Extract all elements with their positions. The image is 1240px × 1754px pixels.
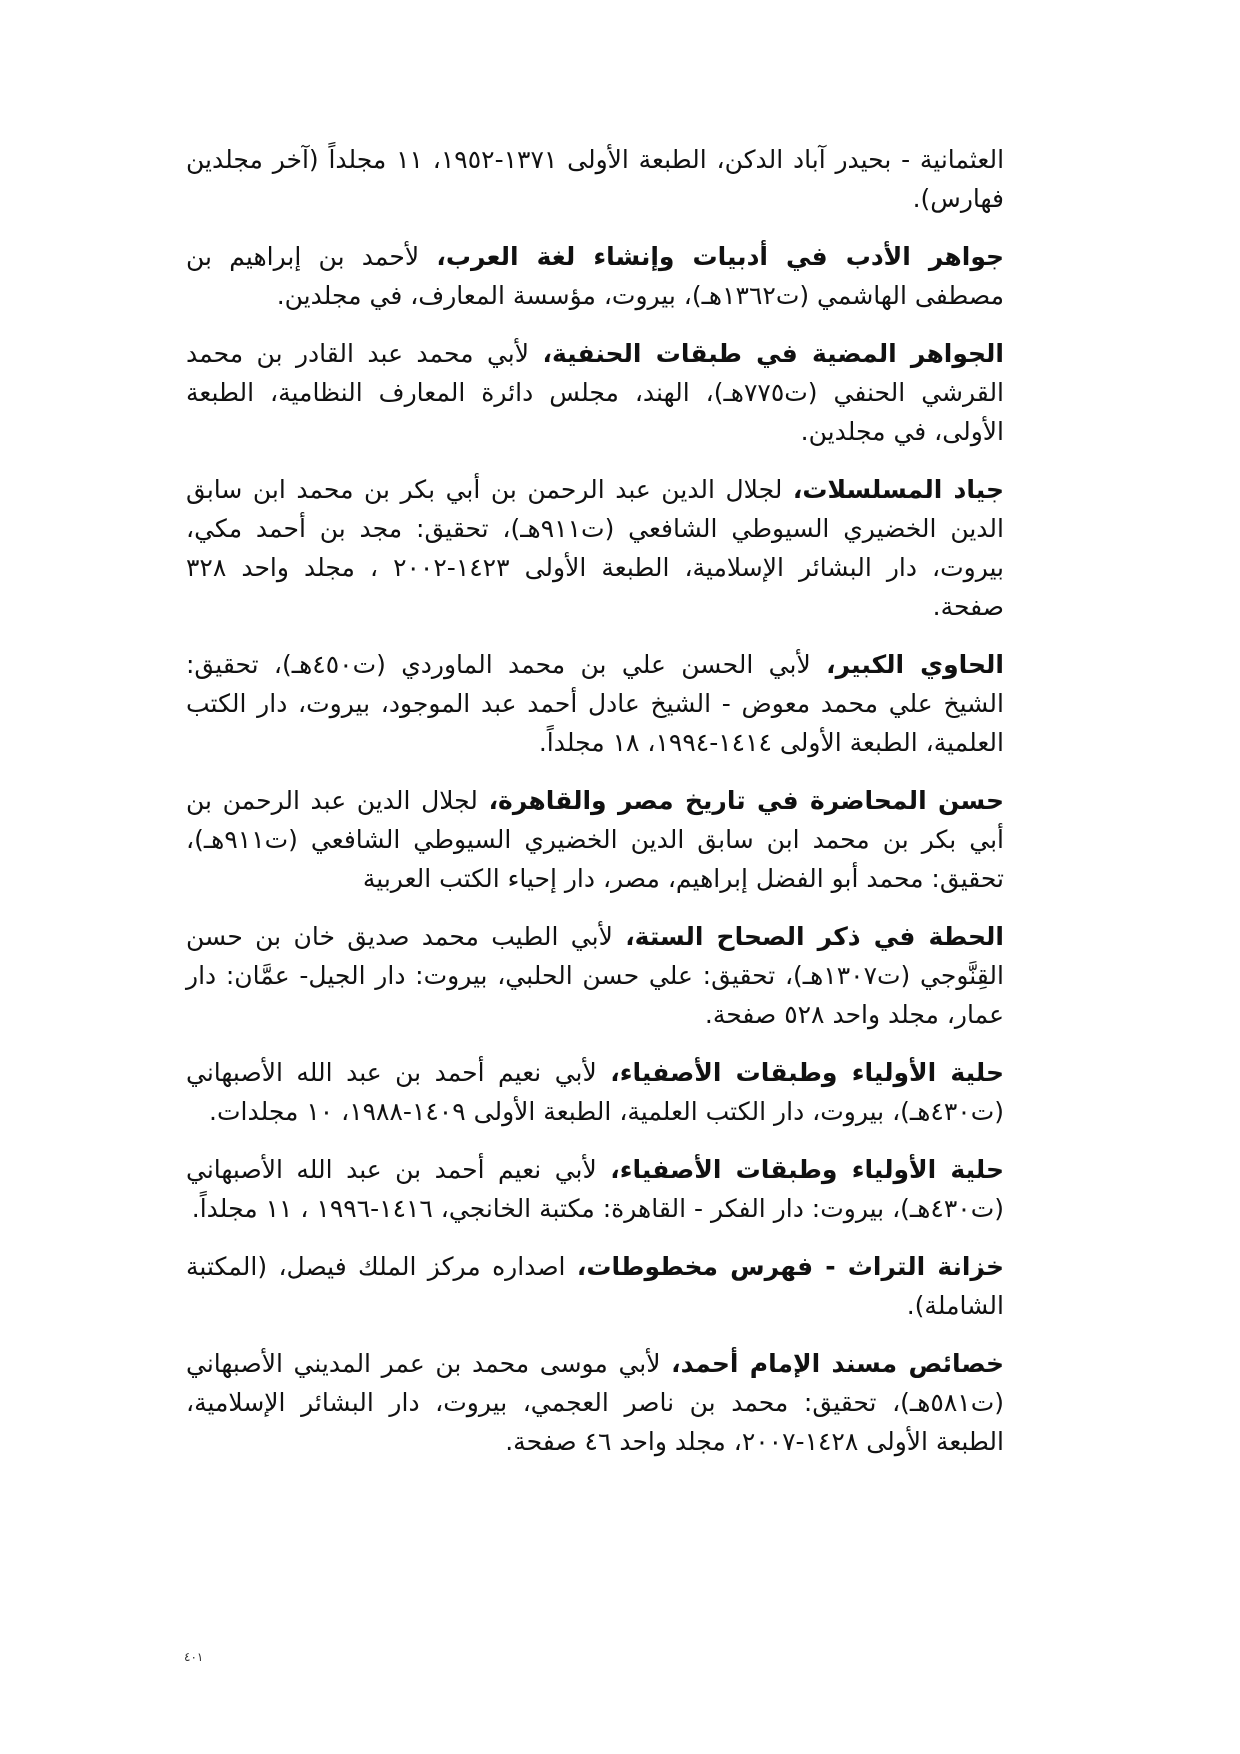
entry-text: لأبي الحسن علي بن محمد الماوردي (ت٤٥٠هـ)، تحقيق: الشيخ علي محمد معوض - الشيخ عادل أحمد عبد الموجود، بيروت، دار الكتب العلمية، الطبعة الأولى ١٤١٤-١٩٩٤، ١٨ مجلداً. [186,650,1004,757]
entry-title: خصائص مسند الإمام أحمد، [671,1349,1005,1378]
entry-title: الحطة في ذكر الصحاح الستة، [625,922,1004,951]
bibliography-entry [186,237,1004,315]
page-number: ٤٠١ [184,1650,204,1664]
entry-title: الحاوي الكبير، [826,650,1004,679]
bibliography-entry [186,917,1004,1034]
entry-title: حسن المحاضرة في تاريخ مصر والقاهرة، [488,786,1004,815]
entry-text: اصداره مركز الملك فيصل، (المكتبة الشاملة). [186,1252,1004,1320]
bibliography-entry [186,1344,1004,1461]
entry-title: خزانة التراث - فهرس مخطوطات، [576,1252,1004,1281]
entry-title: الجواهر المضية في طبقات الحنفية، [542,339,1004,368]
bibliography-entry [186,470,1004,626]
entry-text: لأحمد بن إبراهيم بن مصطفى الهاشمي (ت١٣٦٢هـ)، بيروت، مؤسسة المعارف، في مجلدين. [186,242,1004,310]
entry-title: حلية الأولياء وطبقات الأصفياء، [610,1155,1005,1184]
bibliography-entry [186,1247,1004,1325]
entry-text: لأبي موسى محمد بن عمر المديني الأصبهاني (ت٥٨١هـ)، تحقيق: محمد بن ناصر العجمي، بيروت، دار البشائر الإسلامية، الطبعة الأولى ١٤٢٨-٢٠٠٧، مجلد واحد ٤٦ صفحة. [186,1349,1004,1456]
entry-title: جواهر الأدب في أدبيات وإنشاء لغة العرب، [436,242,1005,271]
entry-text: لأبي نعيم أحمد بن عبد الله الأصبهاني (ت٤٣٠هـ)، بيروت، دار الكتب العلمية، الطبعة الأولى ١٤٠٩-١٩٨٨، ١٠ مجلدات. [186,1058,1004,1126]
bibliography-entry [186,334,1004,451]
bibliography-entry [186,1150,1004,1228]
entry-text: لجلال الدين عبد الرحمن بن أبي بكر بن محمد ابن سابق الدين الخضيري السيوطي الشافعي (ت٩١١هـ)، تحقيق: محمد أبو الفضل إبراهيم، مصر، دار إحياء الكتب العربية [186,786,1004,893]
entry-text: لأبي الطيب محمد صديق خان بن حسن القِنَّوجي (ت١٣٠٧هـ)، تحقيق: علي حسن الحلبي، بيروت: دار الجيل- عمَّان: دار عمار، مجلد واحد ٥٢٨ صفحة. [186,922,1004,1029]
entry-text: لأبي محمد عبد القادر بن محمد القرشي الحنفي (ت٧٧٥هـ)، الهند، مجلس دائرة المعارف النظامية، الطبعة الأولى، في مجلدين. [186,339,1005,446]
bibliography-entry [186,1053,1004,1131]
bibliography-entry [186,781,1004,898]
bibliography-entry [186,645,1004,762]
entry-text: لأبي نعيم أحمد بن عبد الله الأصبهاني (ت٤٣٠هـ)، بيروت: دار الفكر - القاهرة: مكتبة الخانجي، ١٤١٦-١٩٩٦ ، ١١ مجلداً. [186,1155,1004,1223]
bibliography-entry-continued [186,140,1004,218]
entry-title: جياد المسلسلات، [792,475,1004,504]
entry-title: حلية الأولياء وطبقات الأصفياء، [610,1058,1005,1087]
entry-text: لجلال الدين عبد الرحمن بن أبي بكر بن محمد ابن سابق الدين الخضيري السيوطي الشافعي (ت٩١١هـ)، تحقيق: مجد بن أحمد مكي، بيروت، دار البشائر الإسلامية، الطبعة الأولى ١٤٢٣-٢٠٠٢ ، مجلد واحد ٣٢٨ صفحة. [186,475,1004,621]
bibliography-page [186,140,1004,1480]
entry-text: العثمانية - بحيدر آباد الدكن، الطبعة الأولى ١٣٧١-١٩٥٢، ١١ مجلداً (آخر مجلدين فهارس). [186,145,1005,213]
